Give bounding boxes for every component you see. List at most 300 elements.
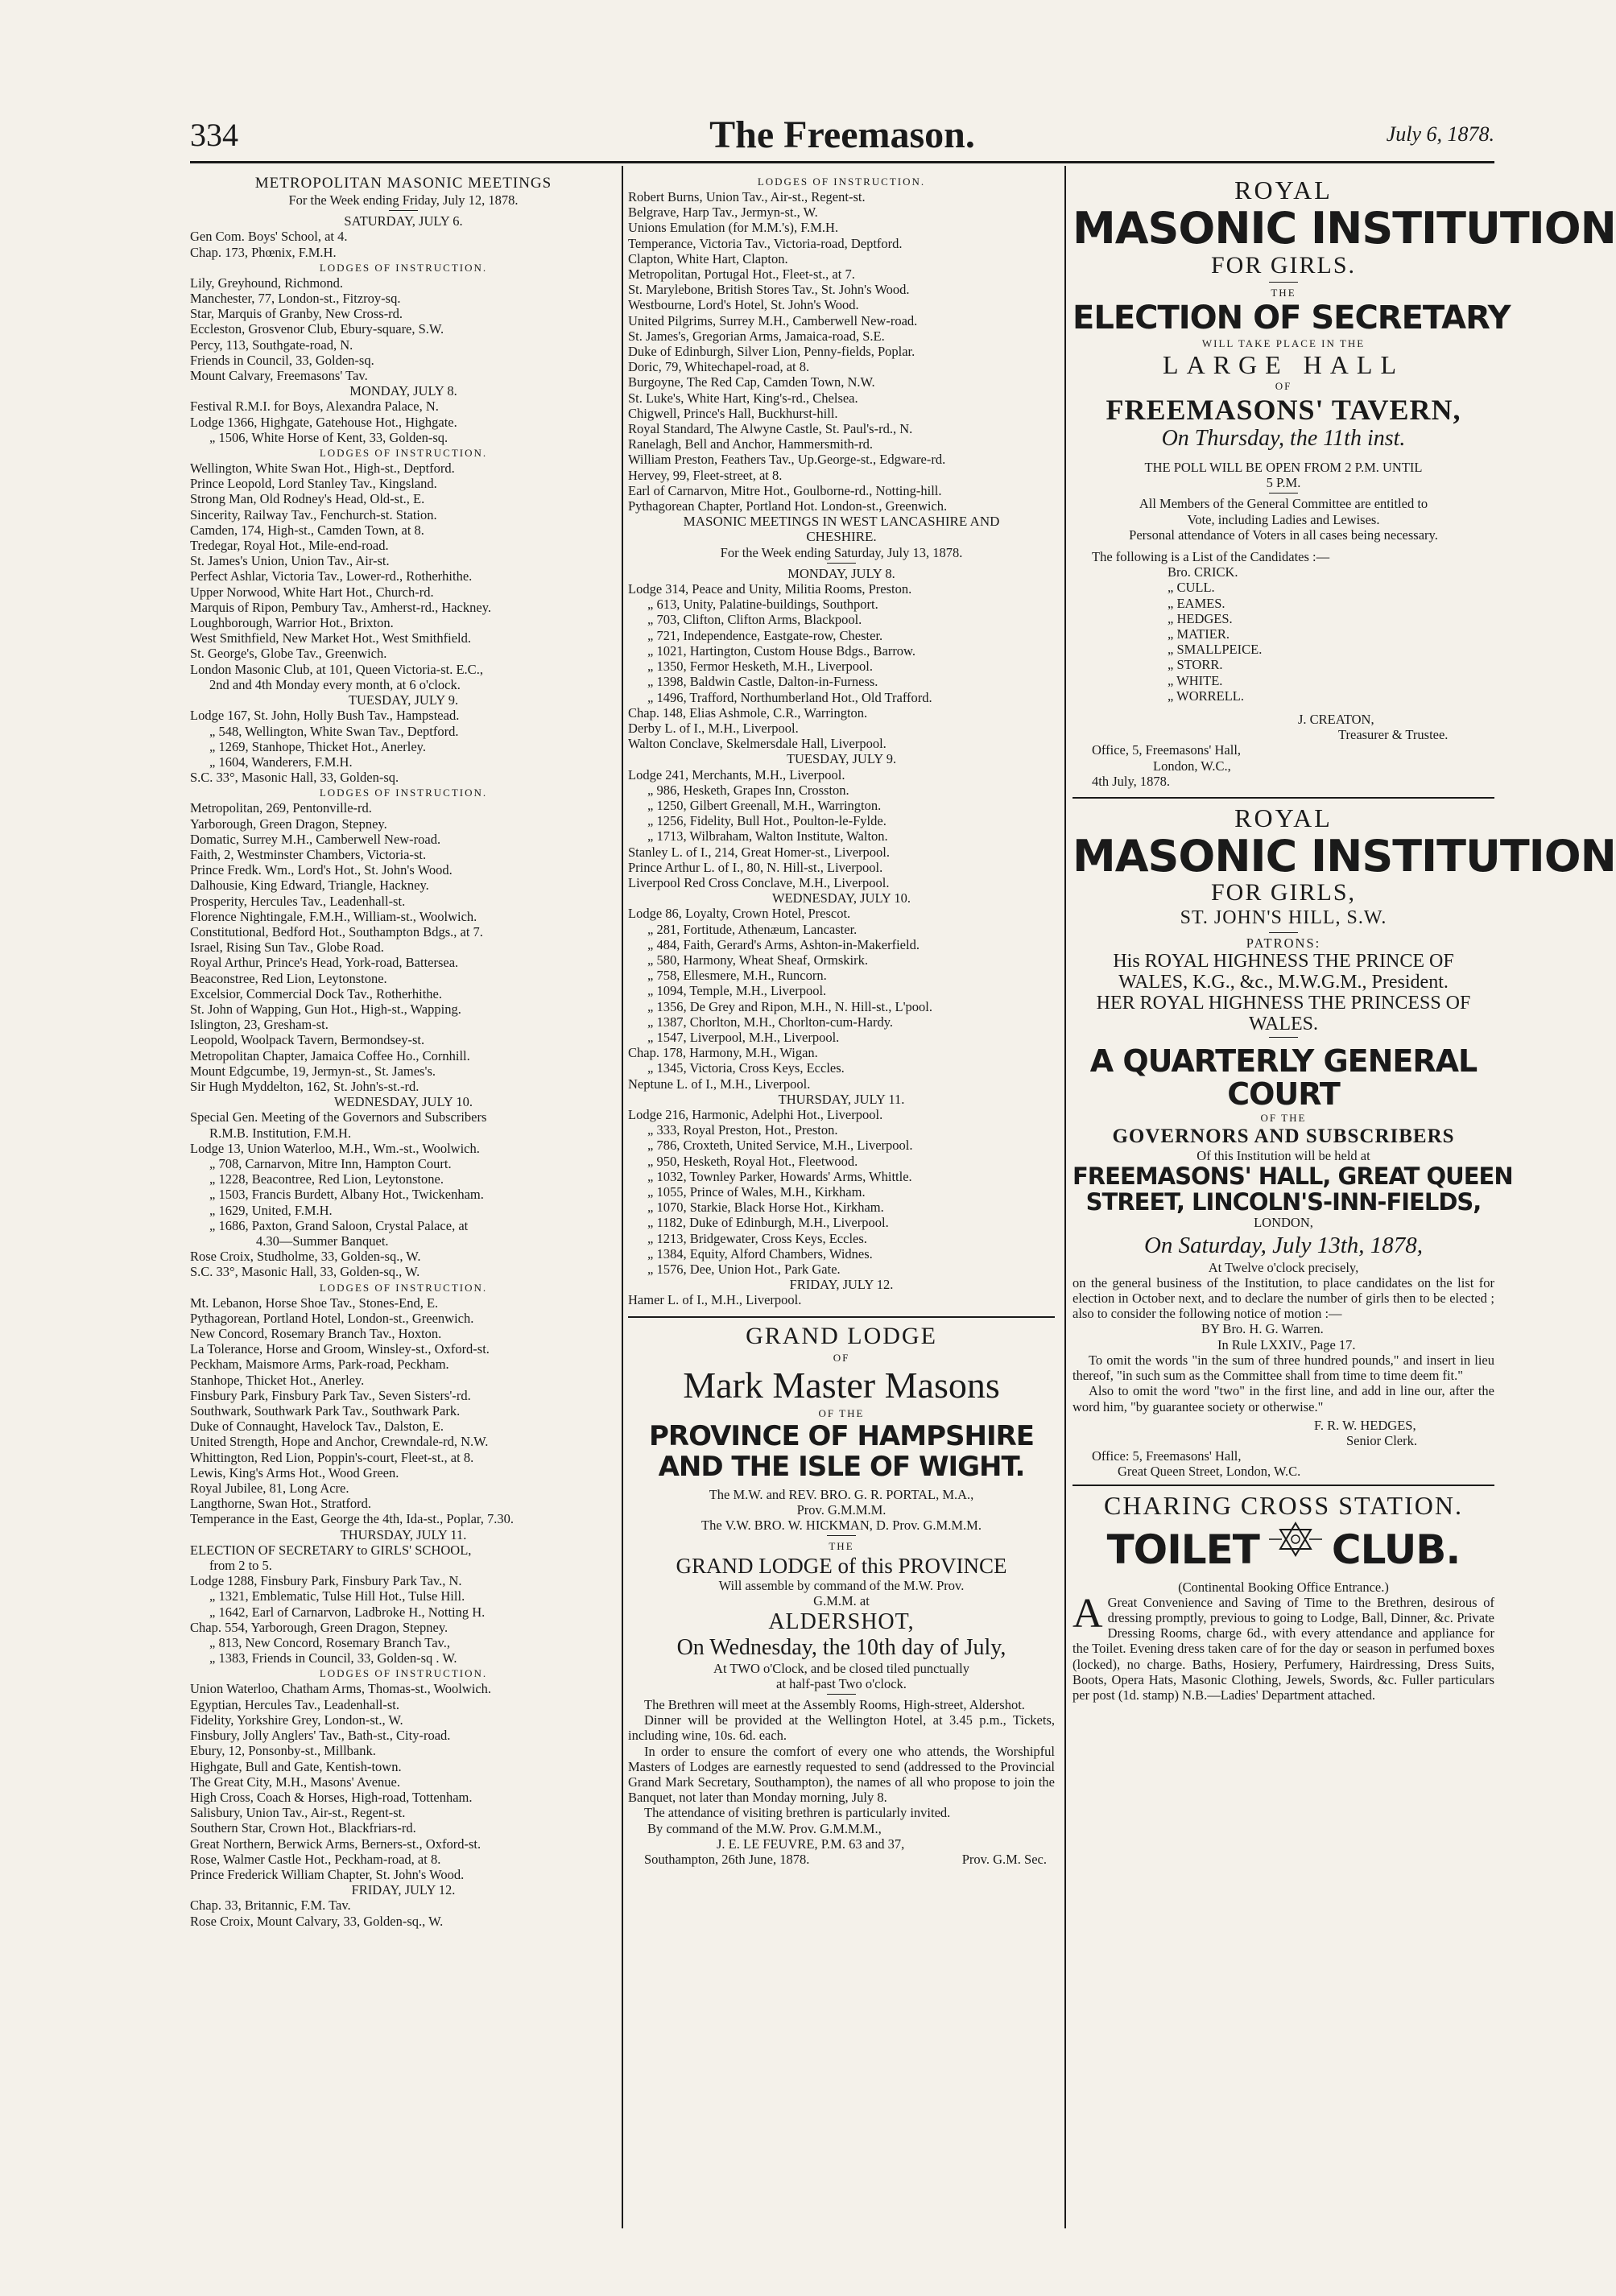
col1-lines-line: LODGES OF INSTRUCTION. — [319, 1667, 488, 1680]
office-line: Office, 5, Freemasons' Hall, — [1092, 742, 1242, 758]
hickman-line: The V.W. BRO. W. HICKMAN, D. Prov. G.M.M.M. — [701, 1518, 982, 1534]
will-take-place: WILL TAKE PLACE IN THE — [1201, 337, 1366, 349]
charing-cross-heading: CHARING CROSS STATION. — [1104, 1490, 1463, 1520]
column-divider-2 — [1064, 166, 1066, 2228]
col2-lines-line: Chigwell, Prince's Hall, Buckhurst-hill. — [628, 405, 838, 421]
col2-west-line: Hamer L. of I., M.H., Liverpool. — [628, 1292, 802, 1308]
col1-lines-line: Sincerity, Railway Tav., Fenchurch-st. Station. — [190, 506, 437, 522]
col1-lines-line: 4.30—Summer Banquet. — [256, 1233, 389, 1249]
col2-west-line: „ 786, Croxteth, United Service, M.H., Liverpool. — [647, 1138, 913, 1154]
notice-date: 4th July, 1878. — [1092, 773, 1171, 789]
col1-lines-line: LODGES OF INSTRUCTION. — [319, 261, 488, 274]
col1-lines-line: „ 1503, Francis Burdett, Albany Hot., Twickenham. — [209, 1187, 484, 1203]
col2-west-line: Stanley L. of I., 214, Great Homer-st., Liverpool. — [628, 844, 891, 860]
col1-lines-line: Prince Frederick William Chapter, St. John's Wood. — [190, 1866, 465, 1882]
club-word: CLUB. — [1331, 1526, 1461, 1573]
col1-lines-line: Domatic, Surrey M.H., Camberwell New-road. — [190, 831, 441, 847]
col1-lines-line: Loughborough, Warrior Hot., Brixton. — [190, 615, 394, 631]
princess-line-2: WALES. — [1249, 1014, 1318, 1035]
advert-rule — [1073, 797, 1494, 799]
patrons-label: PATRONS: — [1246, 935, 1321, 952]
col1-lines-line: „ 1604, Wanderers, F.M.H. — [209, 754, 353, 770]
col2-west-line: „ 1496, Trafford, Northumberland Hot., Old Trafford. — [647, 689, 932, 705]
col2-lines-line: Ranelagh, Bell and Anchor, Hammersmith-rd. — [628, 436, 874, 452]
west-lancashire-title-1: MASONIC MEETINGS IN WEST LANCASHIRE AND — [683, 514, 1000, 530]
col2-west-line: Derby L. of I., M.H., Liverpool. — [628, 720, 799, 736]
col2-west-line: Chap. 178, Harmony, M.H., Wigan. — [628, 1045, 818, 1061]
col1-lines-line: Lewis, King's Arms Hot., Wood Green. — [190, 1464, 399, 1480]
col2-lines-line: St. Luke's, White Hart, King's-rd., Chelsea. — [628, 390, 858, 406]
col2-west-line: Prince Arthur L. of I., 80, N. Hill-st., Liverpool. — [628, 859, 883, 875]
col2-lines-line: Hervey, 99, Fleet-street, at 8. — [628, 467, 783, 483]
separator — [1269, 282, 1298, 283]
col2-west-line: „ 1384, Equity, Alford Chambers, Widnes. — [647, 1245, 873, 1262]
col1-lines-line: „ 1269, Stanhope, Thicket Hot., Anerley. — [209, 738, 426, 754]
column-1 — [190, 174, 617, 2228]
assemble-line-1: Will assemble by command of the M.W. Prov. — [718, 1578, 965, 1594]
st-johns-hill: ST. JOHN'S HILL, S.W. — [1180, 907, 1387, 929]
col1-lines-line: LODGES OF INSTRUCTION. — [319, 1281, 488, 1294]
col1-lines-line: Special Gen. Meeting of the Governors and Subscribers — [190, 1109, 487, 1125]
twelve-oclock-line: At Twelve o'clock precisely, — [1208, 1259, 1359, 1275]
col2-lines-line: Pythagorean Chapter, Portland Hot. London-st., Greenwich. — [628, 498, 948, 514]
separator — [389, 210, 418, 211]
col1-lines-line: Friends in Council, 33, Golden-sq. — [190, 352, 374, 368]
col1-lines-line: Duke of Connaught, Havelock Tav., Dalston, E. — [190, 1418, 444, 1435]
col1-lines-line: Lodge 1366, Highgate, Gatehouse Hot., Highgate. — [190, 414, 457, 430]
brethren-paragraph: The Brethren will meet at the Assembly Rooms, High-street, Aldershot. — [644, 1697, 1025, 1713]
candidate-name: Bro. CRICK. — [1168, 564, 1238, 580]
metropolitan-title: METROPOLITAN MASONIC MEETINGS — [254, 175, 552, 192]
advert-rule — [1073, 1485, 1494, 1486]
toilet-club-advert — [1073, 1491, 1494, 1703]
tavern-heading: FREEMASONS' TAVERN, — [1106, 394, 1461, 426]
col1-lines-line: Southern Star, Crown Hot., Blackfriars-rd. — [190, 1820, 416, 1836]
omit-words-paragraph: To omit the words "in the sum of three hundred pounds," and insert in lieu thereof, "in such sum as the Committee shall from time to time deem fit." — [1073, 1352, 1494, 1384]
col1-lines-line: Chap. 173, Phœnix, F.M.H. — [190, 244, 337, 260]
page-header — [190, 113, 1494, 155]
command-line: By command of the M.W. Prov. G.M.M.M., — [647, 1820, 882, 1836]
page-number: 334 — [190, 117, 238, 153]
members-line-3: Personal attendance of Voters in all cases being necessary. — [1129, 527, 1438, 543]
governors-heading: GOVERNORS AND SUBSCRIBERS — [1112, 1125, 1455, 1148]
col1-lines-line: High Cross, Coach & Horses, High-road, Tottenham. — [190, 1789, 473, 1805]
princess-line-1: HER ROYAL HIGHNESS THE PRINCESS OF — [1096, 993, 1471, 1014]
the-label: THE — [1271, 287, 1296, 299]
two-oclock-line-1: At TWO o'Clock, and be closed tiled punctually — [713, 1660, 969, 1676]
col1-lines-line: „ 1686, Paxton, Grand Saloon, Crystal Palace, at — [209, 1217, 469, 1233]
col2-lines-line: Earl of Carnarvon, Mitre Hot., Goulborne-rd., Notting-hill. — [628, 482, 942, 498]
col1-lines-line: New Concord, Rosemary Branch Tav., Hoxton. — [190, 1326, 442, 1342]
col2-west-line: „ 333, Royal Preston, Hot., Preston. — [647, 1122, 838, 1138]
col2-lines-line: Royal Standard, The Alwyne Castle, St. Paul's-rd., N. — [628, 421, 913, 437]
grand-lodge-heading: GRAND LODGE — [746, 1322, 937, 1349]
london-label: LONDON, — [1254, 1215, 1313, 1231]
candidate-name: „ HEDGES. — [1168, 610, 1233, 626]
col1-lines-line: Florence Nightingale, F.M.H., William-st., Woolwich. — [190, 908, 477, 924]
southampton-line — [628, 1852, 1055, 1867]
col1-lines-line: from 2 to 5. — [209, 1558, 272, 1574]
hall-heading-2: STREET, LINCOLN'S-INN-FIELDS, — [1085, 1188, 1482, 1216]
col1-lines-line: Great Northern, Berwick Arms, Berners-st., Oxford-st. — [190, 1836, 481, 1852]
col1-lines-line: Finsbury, Jolly Anglers' Tav., Bath-st., City-road. — [190, 1728, 451, 1744]
col1-lines-line: „ 548, Wellington, White Swan Tav., Deptford. — [209, 723, 459, 739]
col2-west-line: „ 1055, Prince of Wales, M.H., Kirkham. — [647, 1184, 866, 1200]
aldershot-heading: ALDERSHOT, — [768, 1608, 915, 1634]
col1-lines-line: Metropolitan, 269, Pentonville-rd. — [190, 800, 372, 816]
col1-lines-line: Metropolitan Chapter, Jamaica Coffee Ho., Cornhill. — [190, 1047, 470, 1063]
col2-west-line: Lodge 216, Harmonic, Adelphi Hot., Liverpool. — [628, 1106, 883, 1122]
portal-line-1: The M.W. and REV. BRO. G. R. PORTAL, M.A., — [709, 1486, 974, 1502]
motion-by: BY Bro. H. G. Warren. — [1201, 1321, 1324, 1337]
col1-lines-line: R.M.B. Institution, F.M.H. — [209, 1125, 352, 1141]
business-paragraph: on the general business of the Institution, to place candidates on the list for election in October next, and to declare the number of girls then to be elected ; also to consider the following notice of motion :— — [1073, 1274, 1494, 1322]
col1-lines-line: Marquis of Ripon, Pembury Tav., Amherst-rd., Hackney. — [190, 599, 492, 615]
col1-lines-line: Pythagorean, Portland Hotel, London-st., Greenwich. — [190, 1310, 474, 1326]
separator — [1269, 932, 1298, 933]
dinner-paragraph: Dinner will be provided at the Wellington Hotel, at 3.45 p.m., Tickets, including wine, 10s. 6d. each. — [628, 1712, 1055, 1744]
col2-west-line: „ 758, Ellesmere, M.H., Runcorn. — [647, 968, 827, 984]
col1-lines-line: Gen Com. Boys' School, at 4. — [190, 229, 348, 245]
col1-lines-line: Lily, Greyhound, Richmond. — [190, 275, 344, 291]
toilet-club-body — [1073, 1590, 1494, 1703]
col1-lines-line: Israel, Rising Sun Tav., Globe Road. — [190, 939, 384, 956]
col2-west-line: „ 986, Hesketh, Grapes Inn, Crosston. — [647, 782, 849, 798]
continental-line: (Continental Booking Office Entrance.) — [1178, 1579, 1389, 1595]
quarterly-court-advert — [1073, 803, 1616, 1480]
col1-lines-line: Chap. 33, Britannic, F.M. Tav. — [190, 1898, 351, 1914]
candidate-name: „ MATIER. — [1168, 626, 1230, 642]
col1-lines-line: Islington, 23, Gresham-st. — [190, 1017, 329, 1033]
prince-line-1: His ROYAL HIGHNESS THE PRINCE OF — [1113, 951, 1454, 972]
col1-lines-line: Mt. Lebanon, Horse Shoe Tav., Stones-End, E. — [190, 1295, 439, 1311]
col2-west-line: Lodge 314, Peace and Unity, Militia Rooms, Preston. — [628, 581, 912, 597]
column-3 — [1073, 174, 1616, 2228]
west-lancashire-subtitle: For the Week ending Saturday, July 13, 1878. — [720, 544, 963, 560]
col2-lines-line: Unions Emulation (for M.M.'s), F.M.H. — [628, 220, 839, 236]
west-lancashire-title-2: CHESHIRE. — [806, 529, 877, 545]
col2-west-line: TUESDAY, JULY 9. — [786, 751, 897, 767]
southampton-date: Southampton, 26th June, 1878. — [644, 1852, 810, 1868]
col1-lines-line: La Tolerance, Horse and Groom, Winsley-st., Oxford-st. — [190, 1341, 490, 1357]
col1-lines-line: „ 1642, Earl of Carnarvon, Ladbroke H., Notting H. — [209, 1604, 486, 1620]
col2-lines-line: Clapton, White Hart, Clapton. — [628, 250, 788, 266]
column-divider-1 — [622, 166, 623, 2228]
col1-lines-line: 2nd and 4th Monday every month, at 6 o'clock. — [209, 676, 461, 692]
col2-west-line: „ 721, Independence, Eastgate-row, Chester. — [647, 627, 883, 643]
prince-line-2: WALES, K.G., &c., M.W.G.M., President. — [1118, 972, 1449, 993]
wednesday-heading: On Wednesday, the 10th day of July, — [676, 1634, 1006, 1660]
col1-lines-line: Prosperity, Hercules Tav., Leadenhall-st. — [190, 893, 406, 909]
candidate-name: „ WORRELL. — [1168, 688, 1245, 704]
col1-lines-line: Union Waterloo, Chatham Arms, Thomas-st., Woolwich. — [190, 1681, 492, 1697]
col1-lines-line: Royal Jubilee, 81, Long Acre. — [190, 1480, 349, 1497]
col2-west-line: Lodge 241, Merchants, M.H., Liverpool. — [628, 766, 845, 783]
col1-lines-line: „ 1321, Emblematic, Tulse Hill Hot., Tulse Hill. — [209, 1588, 465, 1604]
col1-lines-line: Lodge 1288, Finsbury Park, Finsbury Park Tav., N. — [190, 1573, 462, 1589]
institution-heading: MASONIC INSTITUTION — [1073, 203, 1616, 254]
hall-heading-1: FREEMASONS' HALL, GREAT QUEEN — [1073, 1162, 1513, 1191]
col1-lines-line: „ 1629, United, F.M.H. — [209, 1202, 333, 1218]
col2-lines-line: William Preston, Feathers Tav., Up.George-st., Edgware-rd. — [628, 452, 946, 468]
col2-west-line: „ 484, Faith, Gerard's Arms, Ashton-in-Makerfield. — [647, 936, 920, 952]
drop-cap: A — [1073, 1590, 1103, 1637]
col2-west-line: Lodge 86, Loyalty, Crown Hotel, Prescot. — [628, 906, 851, 922]
election-advert — [1073, 176, 1616, 789]
col1-lines-line: London Masonic Club, at 101, Queen Victoria-st. E.C., — [190, 661, 483, 677]
masthead: The Freemason. — [709, 114, 975, 156]
royal-heading: ROYAL — [1234, 176, 1333, 204]
poll-line-2: 5 P.M. — [1266, 475, 1301, 491]
col1-lines-line: Wellington, White Swan Hot., High-st., Deptford. — [190, 460, 455, 477]
poll-line-1: THE POLL WILL BE OPEN FROM 2 P.M. UNTIL — [1144, 460, 1423, 475]
quarterly-heading-2: COURT — [1227, 1076, 1340, 1113]
col1-lines-line: Percy, 113, Southgate-road, N. — [190, 337, 353, 353]
col1-lines-line: St. George's, Globe Tav., Greenwich. — [190, 646, 387, 662]
col2-west-line: „ 281, Fortitude, Athenæum, Lancaster. — [647, 921, 858, 937]
col2-west-line: „ 1398, Baldwin Castle, Dalton-in-Furness. — [647, 674, 878, 690]
west-lancashire-list — [628, 566, 1055, 1308]
saturday-heading: On Saturday, July 13th, 1878, — [1143, 1232, 1424, 1258]
col1-lines-line: West Smithfield, New Market Hot., West Smithfield. — [190, 630, 471, 646]
col1-lines-line: „ 708, Carnarvon, Mitre Inn, Hampton Court. — [209, 1155, 452, 1171]
col2-lines-line: Doric, 79, Whitechapel-road, at 8. — [628, 359, 810, 375]
col2-west-line: „ 580, Harmony, Wheat Sheaf, Ormskirk. — [647, 952, 869, 968]
col2-west-line: Liverpool Red Cross Conclave, M.H., Liverpool. — [628, 874, 890, 890]
col2-west-line: THURSDAY, JULY 11. — [778, 1091, 905, 1107]
separator — [827, 1535, 856, 1536]
col1-lines-line: Festival R.M.I. for Boys, Alexandra Palace, N. — [190, 398, 439, 415]
col1-lines-line: S.C. 33°, Masonic Hall, 33, Golden-sq., W. — [190, 1264, 420, 1280]
col1-lines-line: Fidelity, Yorkshire Grey, London-st., W. — [190, 1712, 403, 1728]
col2-west-line: „ 1387, Chorlton, M.H., Chorlton-cum-Hardy. — [647, 1014, 894, 1030]
col1-lines-line: FRIDAY, JULY 12. — [351, 1882, 456, 1898]
col1-lines-line: ELECTION OF SECRETARY to GIRLS' SCHOOL, — [190, 1542, 472, 1558]
col2-west-line: „ 1070, Starkie, Black Horse Hot., Kirkham. — [647, 1200, 884, 1216]
london-line: London, W.C., — [1153, 758, 1231, 774]
advert-rule — [628, 1316, 1055, 1318]
col1-lines-line: Rose Croix, Studholme, 33, Golden-sq., W. — [190, 1249, 421, 1265]
separator — [1269, 1037, 1298, 1038]
street-line: Great Queen Street, London, W.C. — [1118, 1464, 1301, 1480]
col1-lines-line: „ 1383, Friends in Council, 33, Golden-sq . W. — [209, 1650, 457, 1666]
col1-lines-line: Ebury, 12, Ponsonby-st., Millbank. — [190, 1743, 376, 1759]
header-rule — [190, 161, 1494, 163]
candidates-intro: The following is a List of the Candidates :— — [1092, 549, 1330, 565]
toilet-club-text: Great Convenience and Saving of Time to the Brethren, desirous of dressing promptly, previous to going to Lodge, Ball, Dinner, &c. Private Dressing Rooms, charge 6d., with every attendance and appliance for the Toilet. Evening dress taken care of for the day or season in perfumed boxes (locked), no charge. Baths, Hosiery, Perfumery, Hairdressing, Dress Suits, Boots, Opera Hats, Masonic Clothing, Jewels, Swords, &c. Fuller particulars per post (1d. stamp) N.B.—Ladies' Department attached. — [1073, 1594, 1494, 1703]
for-girls-heading: FOR GIRLS, — [1210, 879, 1357, 906]
col1-lines-line: Upper Norwood, White Hart Hot., Church-rd. — [190, 584, 434, 600]
col2-west-line: MONDAY, JULY 8. — [787, 565, 895, 581]
col2-lines-line: LODGES OF INSTRUCTION. — [757, 176, 926, 188]
col2-lines-line: Temperance, Victoria Tav., Victoria-road, Deptford. — [628, 235, 903, 251]
col2-west-line: FRIDAY, JULY 12. — [789, 1277, 894, 1293]
column-2 — [628, 174, 1055, 2228]
col2-west-line: „ 1345, Victoria, Cross Keys, Eccles. — [647, 1060, 845, 1076]
col1-lines-line: Mount Edgcumbe, 19, Jermyn-st., St. James's. — [190, 1063, 436, 1079]
comfort-paragraph: In order to ensure the comfort of every one who attends, the Worshipful Masters of Lodges are earnestly requested to send (addressed to the Provincial Grand Mark Secretary, Southampton), the names of all who propose to join the Banquet, not later than Monday morning, July 8. — [628, 1743, 1055, 1806]
election-heading: ELECTION OF SECRETARY — [1073, 299, 1511, 337]
col1-lines-line: Prince Fredk. Wm., Lord's Hot., St. John's Wood. — [190, 862, 453, 878]
col1-lines-line: Langthorne, Swan Hot., Stratford. — [190, 1496, 371, 1512]
large-hall-heading: LARGE HALL — [1163, 350, 1404, 379]
col1-lines-line: Temperance in the East, George the 4th, Ida-st., Poplar, 7.30. — [190, 1511, 515, 1527]
col1-lines-line: Perfect Ashlar, Victoria Tav., Lower-rd., Rotherhithe. — [190, 568, 473, 584]
col2-lines-line: Westbourne, Lord's Hotel, St. John's Wood. — [628, 297, 859, 313]
col1-lines-line: Constitutional, Bedford Hot., Southampton Bdgs., at 7. — [190, 923, 483, 939]
members-line-2: Vote, including Ladies and Lewises. — [1187, 511, 1380, 527]
col1-lines-line: „ 813, New Concord, Rosemary Branch Tav., — [209, 1635, 450, 1651]
col1-lines-line: United Strength, Hope and Anchor, Crewndale-rd, N.W. — [190, 1434, 489, 1450]
col2-west-line: „ 1713, Wilbraham, Walton Institute, Walton. — [647, 828, 888, 844]
col1-lines-line: Lodge 167, St. John, Holly Bush Tav., Hampstead. — [190, 708, 460, 724]
col2-west-line: „ 1182, Duke of Edinburgh, M.H., Liverpool. — [647, 1215, 889, 1231]
of-label: OF — [833, 1351, 850, 1364]
candidate-name: „ SMALLPEICE. — [1168, 642, 1263, 658]
col2-west-line: „ 1094, Temple, M.H., Liverpool. — [647, 983, 827, 999]
col2-lines-line: Metropolitan, Portugal Hot., Fleet-st., at 7. — [628, 266, 855, 283]
col1-lines-line: Dalhousie, King Edward, Triangle, Hackney. — [190, 878, 429, 894]
col1-lines-line: Leopold, Woolpack Tavern, Bermondsey-st. — [190, 1032, 425, 1048]
two-oclock-line-2: at half-past Two o'clock. — [776, 1675, 907, 1691]
institution-heading: MASONIC INSTITUTION — [1073, 831, 1616, 882]
col2-lines-line: Robert Burns, Union Tav., Air-st., Regent-st. — [628, 189, 866, 204]
the-label: THE — [829, 1540, 854, 1553]
col1-lines-line: MONDAY, JULY 8. — [349, 383, 457, 399]
col1-lines-line: Rose Croix, Mount Calvary, 33, Golden-sq., W. — [190, 1913, 444, 1929]
held-line: Of this Institution will be held at — [1197, 1148, 1370, 1164]
candidate-name: „ EAMES. — [1168, 595, 1225, 611]
col1-lines-line: WEDNESDAY, JULY 10. — [334, 1094, 473, 1110]
quarterly-heading-1: A QUARTERLY GENERAL — [1089, 1043, 1478, 1080]
grand-lodge-province: GRAND LODGE of this PROVINCE — [676, 1554, 1007, 1579]
col2-lines-line: Duke of Edinburgh, Silver Lion, Penny-fields, Poplar. — [628, 344, 915, 360]
col2-west-line: Chap. 148, Elias Ashmole, C.R., Warrington. — [628, 704, 868, 721]
mark-masons-advert — [628, 1323, 1055, 1868]
col1-lines-line: „ 1506, White Horse of Kent, 33, Golden-sq. — [209, 429, 448, 445]
col2-west-line: „ 703, Clifton, Clifton Arms, Blackpool. — [647, 612, 862, 628]
col2-west-line: „ 1576, Dee, Union Hot., Park Gate. — [647, 1262, 841, 1278]
portal-line-2: Prov. G.M.M.M. — [796, 1501, 887, 1518]
col1-lines-line: Star, Marquis of Granby, New Cross-rd. — [190, 306, 403, 322]
col1-lines-line: Southwark, Southwark Park Tav., Southwark Park. — [190, 1403, 461, 1419]
col2-west-line: „ 1213, Bridgewater, Cross Keys, Eccles. — [647, 1230, 867, 1246]
col2-lines-line: St. James's, Gregorian Arms, Jamaica-road, S.E. — [628, 328, 885, 344]
candidate-list — [1073, 564, 1494, 704]
col2-west-line: „ 1256, Fidelity, Bull Hot., Poulton-le-Fylde. — [647, 813, 887, 829]
masonic-emblem-icon — [1267, 1520, 1324, 1580]
province-heading-1: PROVINCE OF HAMPSHIRE — [648, 1419, 1034, 1452]
toilet-word: TOILET — [1106, 1526, 1259, 1573]
col1-lines-line: Tredegar, Royal Hot., Mile-end-road. — [190, 538, 389, 554]
of-the-label: OF THE — [818, 1406, 865, 1419]
col1-lines-line: Lodge 13, Union Waterloo, M.H., Wm.-st., Woolwich. — [190, 1140, 480, 1156]
treasurer-title: Treasurer & Trustee. — [1338, 727, 1449, 743]
col1-lines-line: Royal Arthur, Prince's Head, York-road, Battersea. — [190, 955, 459, 971]
candidate-name: „ STORR. — [1168, 657, 1223, 673]
col2-west-line: „ 1547, Liverpool, M.H., Liverpool. — [647, 1029, 840, 1045]
col2-west-line: „ 1032, Townley Parker, Howards' Arms, Whittle. — [647, 1168, 912, 1184]
separator — [827, 563, 856, 564]
issue-date: July 6, 1878. — [1386, 122, 1494, 146]
col1-lines-line: Strong Man, Old Rodney's Head, Old-st., E. — [190, 491, 425, 507]
col1-lines-line: „ 1228, Beacontree, Red Lion, Leytonstone. — [209, 1171, 444, 1187]
col2-lines-line: St. Marylebone, British Stores Tav., St. John's Wood. — [628, 282, 910, 298]
assemble-line-2: G.M.M. at — [813, 1593, 870, 1609]
col1-lines-line: St. John of Wapping, Gun Hot., High-st., Wapping. — [190, 1001, 461, 1017]
of-label: OF — [1275, 380, 1292, 392]
thursday-heading: On Thursday, the 11th inst. — [1161, 426, 1406, 451]
rule-reference: In Rule LXXIV., Page 17. — [1217, 1336, 1356, 1352]
prov-sec: Prov. G.M. Sec. — [961, 1852, 1047, 1868]
separator — [827, 1694, 856, 1695]
col1-lines-line: Peckham, Maismore Arms, Park-road, Peckham. — [190, 1357, 449, 1373]
office-line: Office: 5, Freemasons' Hall, — [1092, 1448, 1242, 1464]
col1-lines-line: St. James's Union, Union Tav., Air-st. — [190, 553, 390, 569]
col2-west-line: Neptune L. of I., M.H., Liverpool. — [628, 1076, 811, 1092]
col2-west-line: WEDNESDAY, JULY 10. — [772, 890, 911, 906]
col1-lines-line: Beaconstree, Red Lion, Leytonstone. — [190, 970, 387, 986]
feuvre-signature: J. E. LE FEUVRE, P.M. 63 and 37, — [717, 1836, 905, 1852]
col1-lines-line: Finsbury Park, Finsbury Park Tav., Seven Sisters'-rd. — [190, 1387, 471, 1403]
col2-west-line: „ 1350, Fermor Hesketh, M.H., Liverpool. — [647, 659, 873, 675]
col2-west-line: Walton Conclave, Skelmersdale Hall, Liverpool. — [628, 736, 887, 752]
col1-lines-line: Faith, 2, Westminster Chambers, Victoria-st. — [190, 846, 427, 862]
province-heading-2: AND THE ISLE OF WIGHT. — [658, 1450, 1025, 1483]
col1-lines-line: S.C. 33°, Masonic Hall, 33, Golden-sq. — [190, 770, 399, 786]
col1-lines-line: SATURDAY, JULY 6. — [344, 213, 463, 229]
col2-west-line: „ 613, Unity, Palatine-buildings, Southport. — [647, 597, 878, 613]
omit-two-paragraph: Also to omit the word "two" in the first line, and add in line our, after the word him, "by guarantee society or otherwise." — [1073, 1383, 1494, 1414]
col1-lines-line: Manchester, 77, London-st., Fitzroy-sq. — [190, 291, 401, 307]
col1-lines-line: Sir Hugh Myddelton, 162, St. John's-st.-rd. — [190, 1078, 419, 1094]
creaton-signature: J. CREATON, — [1298, 712, 1374, 728]
of-the-label: OF THE — [1260, 1112, 1307, 1125]
instruction-list — [628, 174, 1055, 514]
for-girls-heading: FOR GIRLS. — [1210, 252, 1357, 279]
col1-lines-line: Eccleston, Grosvenor Club, Ebury-square, S.W. — [190, 321, 444, 337]
col1-lines-line: Rose, Walmer Castle Hot., Peckham-road, at 8. — [190, 1851, 441, 1867]
col1-lines-line: Whittington, Red Lion, Poppin's-court, Fleet-st., at 8. — [190, 1449, 474, 1465]
col1-lines-line: LODGES OF INSTRUCTION. — [319, 787, 488, 799]
clerk-title: Senior Clerk. — [1346, 1432, 1417, 1448]
col1-lines-line: Salisbury, Union Tav., Air-st., Regent-st. — [190, 1805, 406, 1821]
col1-lines-line: LODGES OF INSTRUCTION. — [319, 447, 488, 460]
col2-lines-line: Burgoyne, The Red Cap, Camden Town, N.W. — [628, 374, 875, 390]
col1-lines-line: Highgate, Bull and Gate, Kentish-town. — [190, 1758, 402, 1774]
members-line-1: All Members of the General Committee are entitled to — [1139, 496, 1428, 512]
col1-lines-line: TUESDAY, JULY 9. — [348, 692, 459, 708]
mark-master-heading: Mark Master Masons — [683, 1364, 1000, 1406]
candidate-name: „ WHITE. — [1168, 672, 1223, 688]
col2-west-line: „ 1356, De Grey and Ripon, M.H., N. Hill-st., L'pool. — [647, 998, 933, 1014]
col2-west-line: „ 950, Hesketh, Royal Hot., Fleetwood. — [647, 1153, 858, 1169]
col2-west-line: „ 1021, Hartington, Custom House Bdgs., Barrow. — [647, 642, 916, 659]
col1-lines-line: Stanhope, Thicket Hot., Anerley. — [190, 1372, 365, 1388]
col1-lines-line: Yarborough, Green Dragon, Stepney. — [190, 816, 387, 832]
col1-lines-line: Mount Calvary, Freemasons' Tav. — [190, 368, 368, 384]
metropolitan-subtitle: For the Week ending Friday, July 12, 1878. — [288, 192, 519, 208]
col2-lines-line: United Pilgrims, Surrey M.H., Camberwell New-road. — [628, 312, 918, 328]
candidate-name: „ CULL. — [1168, 580, 1215, 596]
col1-lines-line: THURSDAY, JULY 11. — [340, 1526, 467, 1542]
metropolitan-list — [190, 213, 617, 1929]
col2-west-line: „ 1250, Gilbert Greenall, M.H., Warrington. — [647, 797, 882, 813]
attendance-paragraph: The attendance of visiting brethren is particularly invited. — [644, 1805, 951, 1821]
col1-lines-line: Chap. 554, Yarborough, Green Dragon, Stepney. — [190, 1619, 448, 1635]
col1-lines-line: Excelsior, Commercial Dock Tav., Rotherhithe. — [190, 985, 442, 1001]
col1-lines-line: Camden, 174, High-st., Camden Town, at 8. — [190, 522, 424, 538]
